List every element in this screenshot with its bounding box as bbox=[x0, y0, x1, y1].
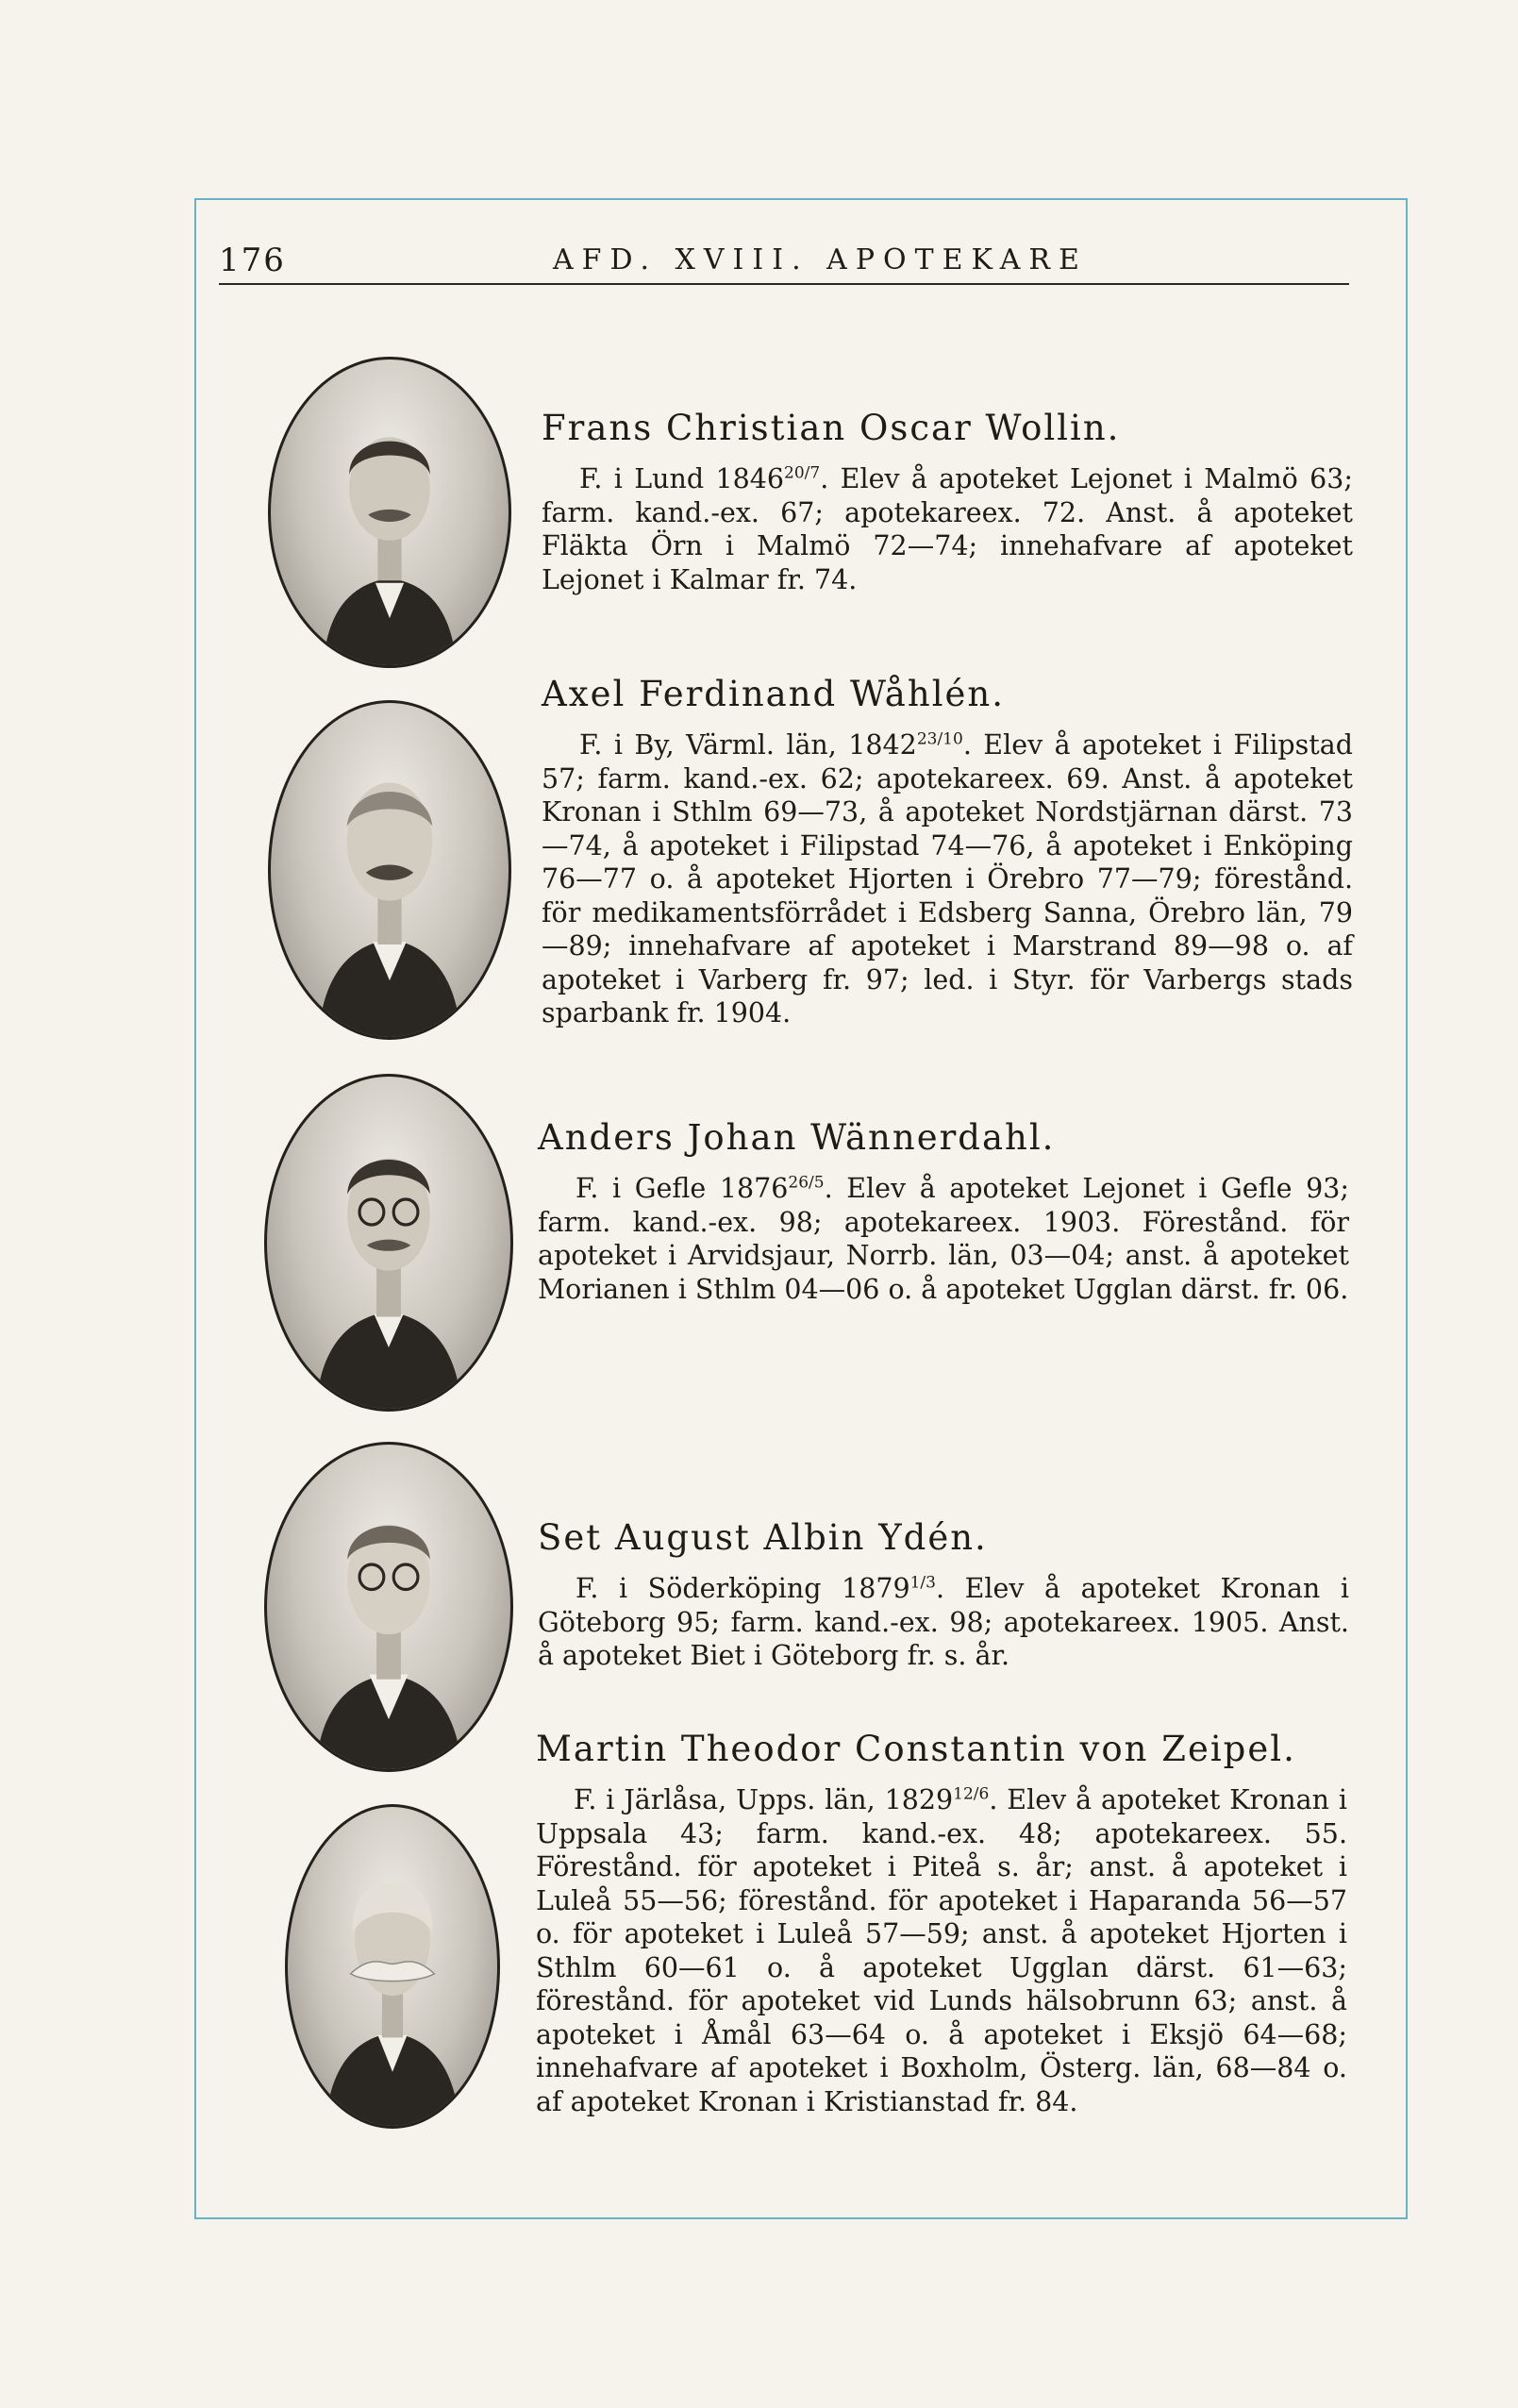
entry-1 bbox=[542, 408, 1353, 596]
portrait-photo-icon bbox=[268, 357, 511, 668]
biography-text: . Elev å apoteket Kronan i Göteborg 95; farm. kand.-ex. 98; apotekareex. 1905. Anst. å apoteket Biet i Göteborg fr. s. år. bbox=[538, 1573, 1349, 1671]
biography-text: . Elev å apoteket Lejonet i Malmö 63; farm. kand.-ex. 67; apotekareex. 72. Anst. å apoteket Fläkta Örn i Malmö 72—74; innehafvare af apoteket Lejonet i Kalmar fr. 74. bbox=[542, 463, 1353, 595]
birth-date: 12/6 bbox=[953, 1784, 990, 1804]
biography-text: . Elev å apoteket Lejonet i Gefle 93; farm. kand.-ex. 98; apotekareex. 1903. Förestånd. för apoteket i Arvidsjaur, Norrb. län, 03—04; anst. å apoteket Morianen i Sthlm 04—06 o. å apoteket Ugglan därst. fr. 06. bbox=[538, 1173, 1349, 1305]
page-header bbox=[219, 242, 1349, 285]
entry-name: Set August Albin Ydén. bbox=[538, 1517, 988, 1558]
birth-prefix: F. i Lund 1846 bbox=[579, 463, 785, 494]
portrait-photo-icon bbox=[285, 1804, 500, 2129]
birth-prefix: F. i Söderköping 1879 bbox=[576, 1573, 910, 1604]
entry-biography bbox=[542, 728, 1353, 1030]
entry-2 bbox=[542, 674, 1353, 1030]
entry-biography bbox=[538, 1172, 1349, 1306]
birth-date: 26/5 bbox=[788, 1173, 825, 1193]
entry-name: Axel Ferdinand Wåhlén. bbox=[542, 674, 1006, 714]
biography-text: . Elev å apoteket i Filipstad 57; farm. kand.-ex. 62; apotekareex. 69. Anst. å apoteket Kronan i Sthlm 69—73, å apoteket Nordstjärnan därst. 73—74, å apoteket i Filipstad 74—76, å apoteket i Enköping 76—77 o. å apoteket Hjorten i Örebro 77—79; förestånd. för medikamentsförrådet i Edsberg Sanna, Örebro län, 79—89; innehafvare af apoteket i Marstrand 89—98 o. af apoteket i Varberg fr. 97; led. i Styr. för Varbergs stads sparbank fr. 1904. bbox=[542, 729, 1353, 1028]
page-number: 176 bbox=[219, 242, 286, 279]
birth-prefix: F. i Gefle 1876 bbox=[576, 1173, 789, 1204]
entry-3 bbox=[538, 1117, 1349, 1306]
portrait-photo-icon bbox=[268, 700, 511, 1040]
entry-biography bbox=[538, 1572, 1349, 1673]
birth-date: 20/7 bbox=[784, 463, 821, 483]
running-head: AFD. XVIII. APOTEKARE bbox=[553, 243, 1088, 276]
entry-name: Martin Theodor Constantin von Zeipel. bbox=[536, 1729, 1296, 1769]
entry-name: Frans Christian Oscar Wollin. bbox=[542, 408, 1121, 448]
birth-date: 23/10 bbox=[916, 729, 963, 749]
birth-date: 1/3 bbox=[909, 1573, 936, 1593]
birth-prefix: F. i By, Värml. län, 1842 bbox=[579, 729, 917, 761]
entry-4 bbox=[538, 1517, 1349, 1673]
portrait-photo-icon bbox=[264, 1442, 513, 1772]
birth-prefix: F. i Järlåsa, Upps. län, 1829 bbox=[574, 1784, 954, 1815]
entry-5 bbox=[536, 1729, 1347, 2118]
entry-name: Anders Johan Wännerdahl. bbox=[538, 1117, 1056, 1158]
entry-biography bbox=[536, 1783, 1347, 2118]
entry-biography bbox=[542, 462, 1353, 596]
biography-text: . Elev å apoteket Kronan i Uppsala 43; farm. kand.-ex. 48; apotekareex. 55. Förestånd. för apoteket i Piteå s. år; anst. å apoteket i Luleå 55—56; förestånd. för apoteket i Haparanda 56—57 o. för apoteket i Luleå 57—59; anst. å apoteket Hjorten i Sthlm 60—61 o. å apoteket Ugglan därst. 61—63; förestånd. för apoteket vid Lunds hälsobrunn 63; anst. å apoteket i Åmål 63—64 o. å apoteket i Eksjö 64—68; innehafvare af apoteket i Boxholm, Österg. län, 68—84 o. af apoteket Kronan i Kristianstad fr. 84. bbox=[536, 1784, 1347, 2117]
portrait-photo-icon bbox=[264, 1074, 513, 1412]
